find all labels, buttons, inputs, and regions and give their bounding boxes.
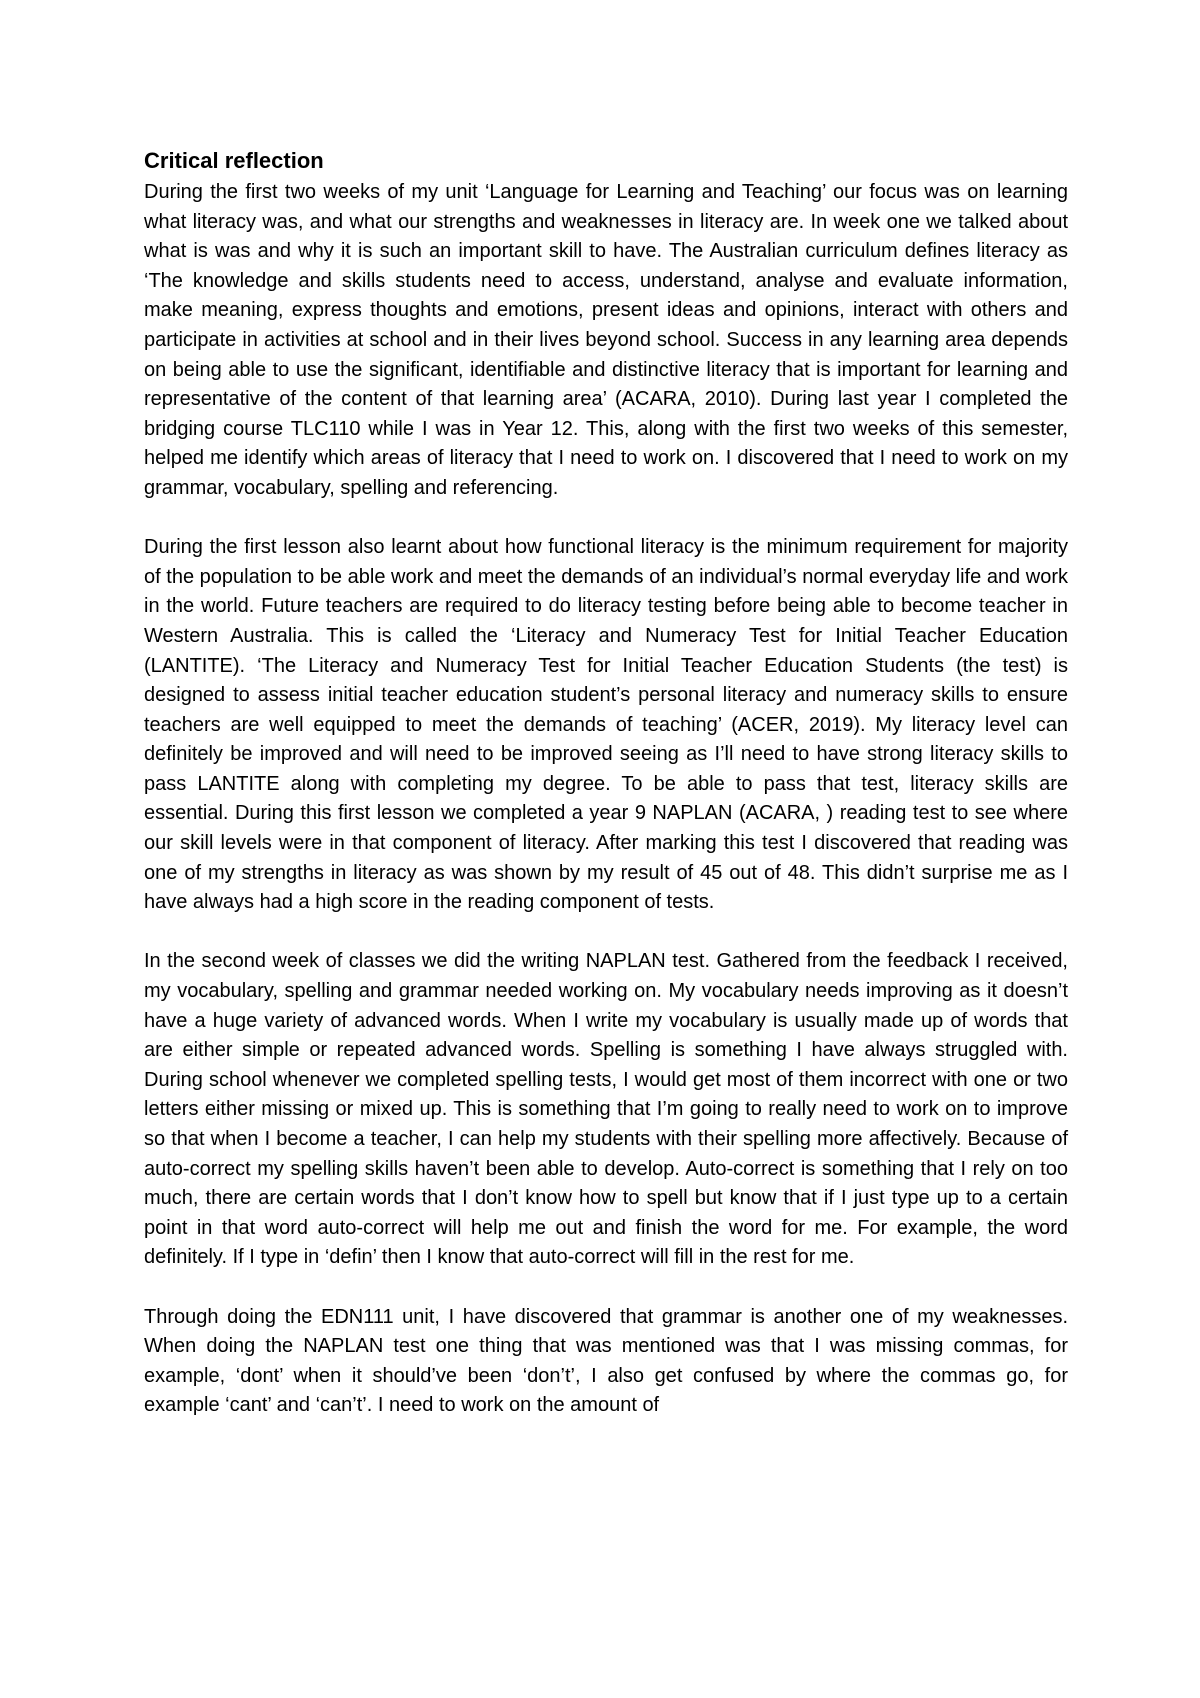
paragraph-3: In the second week of classes we did the writing NAPLAN test. Gathered from the feedback I received, my vocabulary, spelling and grammar needed working on. My vocabulary needs improving as it doesn’t have a huge variety of advanced words. When I write my vocabulary is usually made up of words that are either simple or repeated advanced words. Spelling is something I have always struggled with. During school whenever we completed spelling tests, I would get most of them incorrect with one or two letters either missing or mixed up. This is something that I’m going to really need to work on to improve so that when I become a teacher, I can help my students with their spelling more affectively. Because of auto-correct my spelling skills haven’t been able to develop. Auto-correct is something that I rely on too much, there are certain words that I don’t know how to spell but know that if I just type up to a certain point in that word auto-correct will help me out and finish the word for me. For example, the word definitely. If I type in ‘defin’ then I know that auto-correct will fill in the rest for me. bbox=[144, 950, 1068, 1269]
paragraph-1: During the first two weeks of my unit ‘Language for Learning and Teaching’ our focus was on learning what literacy was, and what our strengths and weaknesses in literacy are. In week one we talked about what is was and why it is such an important skill to have. The Australian curriculum defines literacy as ‘The knowledge and skills students need to access, understand, analyse and evaluate information, make meaning, express thoughts and emotions, present ideas and opinions, interact with others and participate in activities at school and in their lives beyond school. Success in any learning area depends on being able to use the significant, identifiable and distinctive literacy that is important for learning and representative of the content of that learning area’ (ACARA, 2010). During last year I completed the bridging course TLC110 while I was in Year 12. This, along with the first two weeks of this semester, helped me identify which areas of literacy that I need to work on. I discovered that I need to work on my grammar, vocabulary, spelling and referencing. bbox=[144, 181, 1068, 499]
document-title: Critical reflection bbox=[144, 148, 324, 173]
paragraph-2: During the first lesson also learnt about how functional literacy is the minimum requirement for majority of the population to be able work and meet the demands of an individual’s normal everyday life and work in the world. Future teachers are required to do literacy testing before being able to become teacher in Western Australia. This is called the ‘Literacy and Numeracy Test for Initial Teacher Education (LANTITE). ‘The Literacy and Numeracy Test for Initial Teacher Education Students (the test) is designed to assess initial teacher education student’s personal literacy and numeracy skills to ensure teachers are well equipped to meet the demands of teaching’ (ACER, 2019). My literacy level can definitely be improved and will need to be improved seeing as I’ll need to have strong literacy skills to pass LANTITE along with completing my degree. To be able to pass that test, literacy skills are essential. During this first lesson we completed a year 9 NAPLAN (ACARA, ) reading test to see where our skill levels were in that component of literacy. After marking this test I discovered that reading was one of my strengths in literacy as was shown by my result of 45 out of 48. This didn’t surprise me as I have always had a high score in the reading component of tests. bbox=[144, 536, 1068, 914]
paragraph-4: Through doing the EDN111 unit, I have discovered that grammar is another one of my weaknesses. When doing the NAPLAN test one thing that was mentioned was that I was missing commas, for example, ‘dont’ when it should’ve been ‘don’t’, I also get confused by where the commas go, for example ‘cant’ and ‘can’t’. I need to work on the amount of bbox=[144, 1305, 1068, 1417]
document-body bbox=[144, 146, 1068, 1421]
